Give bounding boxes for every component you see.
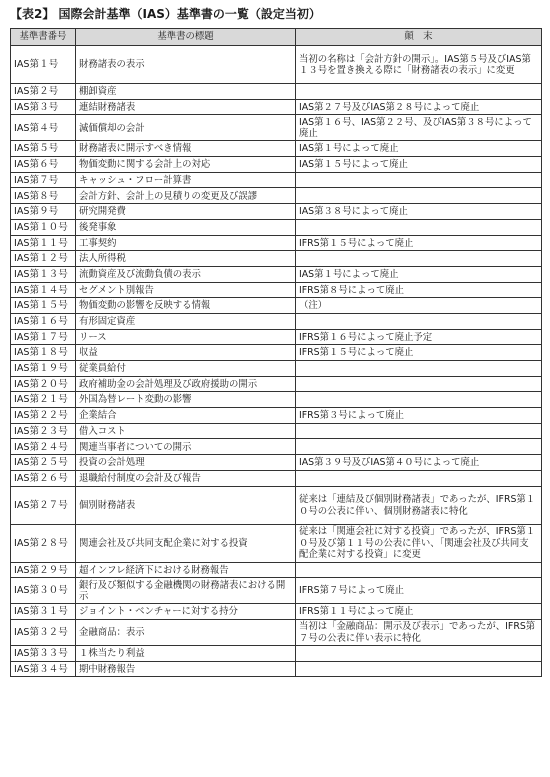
history-cell (296, 392, 542, 408)
table-row (11, 46, 542, 84)
history-cell (296, 84, 542, 100)
ias-standards-table (10, 28, 542, 677)
standard-number-cell: IAS第１７号 (11, 329, 76, 345)
history-cell (296, 188, 542, 204)
standard-number-cell: IAS第８号 (11, 188, 76, 204)
standard-number-cell: IAS第２９号 (11, 562, 76, 578)
table-row (11, 376, 542, 392)
standard-number-cell: IAS第６号 (11, 157, 76, 173)
standard-number-cell: IAS第２０号 (11, 376, 76, 392)
history-cell: IFRS第１５号によって廃止 (296, 235, 542, 251)
standard-number-cell: IAS第３４号 (11, 661, 76, 677)
table-row (11, 439, 542, 455)
table-row (11, 645, 542, 661)
table-row (11, 313, 542, 329)
standard-title-cell: 超インフレ経済下における財務報告 (76, 562, 296, 578)
standard-title-cell: 会計方針、会計上の見積りの変更及び誤謬 (76, 188, 296, 204)
standard-title-cell: 従業員給付 (76, 361, 296, 377)
table-row (11, 470, 542, 486)
standard-title-cell: 研究開発費 (76, 204, 296, 220)
history-cell (296, 470, 542, 486)
table-row (11, 329, 542, 345)
history-cell: IAS第１５号によって廃止 (296, 157, 542, 173)
standard-title-cell: セグメント別報告 (76, 282, 296, 298)
standard-number-cell: IAS第７号 (11, 172, 76, 188)
standard-title-cell: 投資の会計処理 (76, 455, 296, 471)
standard-title-cell: 減価償却の会計 (76, 115, 296, 141)
header-history: 顛 末 (296, 29, 542, 46)
standard-title-cell: 財務諸表の表示 (76, 46, 296, 84)
standard-number-cell: IAS第３０号 (11, 578, 76, 604)
standard-title-cell: 政府補助金の会計処理及び政府援助の開示 (76, 376, 296, 392)
history-cell: 従来は「関連会社に対する投資」であったが、IFRS第１０号及び第１１号の公表に伴い、「関連会社及び共同支配企業に対する投資」に変更 (296, 524, 542, 562)
history-cell: IAS第３８号によって廃止 (296, 204, 542, 220)
table-title: 【表2】 国際会計基準（IAS）基準書の一覧（設定当初） (10, 7, 321, 21)
standard-number-cell: IAS第３２号 (11, 619, 76, 645)
standard-number-cell: IAS第１３号 (11, 266, 76, 282)
standard-number-cell: IAS第２７号 (11, 486, 76, 524)
history-cell: IFRS第３号によって廃止 (296, 408, 542, 424)
table-row (11, 172, 542, 188)
standard-title-cell: 物価変動に関する会計上の対応 (76, 157, 296, 173)
standard-title-cell: 工事契約 (76, 235, 296, 251)
history-cell (296, 172, 542, 188)
standard-title-cell: 期中財務報告 (76, 661, 296, 677)
table-row (11, 486, 542, 524)
standard-title-cell: ジョイント・ベンチャーに対する持分 (76, 604, 296, 620)
history-cell (296, 661, 542, 677)
standard-title-cell: キャッシュ・フロー計算書 (76, 172, 296, 188)
standard-number-cell: IAS第１８号 (11, 345, 76, 361)
history-cell: （注） (296, 298, 542, 314)
table-row (11, 423, 542, 439)
standard-title-cell: 後発事象 (76, 219, 296, 235)
history-cell (296, 361, 542, 377)
standard-number-cell: IAS第１５号 (11, 298, 76, 314)
standard-number-cell: IAS第２８号 (11, 524, 76, 562)
standard-title-cell: 棚卸資産 (76, 84, 296, 100)
standard-number-cell: IAS第４号 (11, 115, 76, 141)
standard-number-cell: IAS第９号 (11, 204, 76, 220)
table-row (11, 188, 542, 204)
table-row (11, 455, 542, 471)
table-row (11, 661, 542, 677)
table-header-row (11, 29, 542, 46)
table-row (11, 157, 542, 173)
history-cell: IFRS第１５号によって廃止 (296, 345, 542, 361)
table-row (11, 266, 542, 282)
table-row (11, 361, 542, 377)
standard-number-cell: IAS第２３号 (11, 423, 76, 439)
standard-number-cell: IAS第５号 (11, 141, 76, 157)
table-row (11, 604, 542, 620)
standard-title-cell: 銀行及び類似する金融機関の財務諸表における開示 (76, 578, 296, 604)
standard-title-cell: 財務諸表に開示すべき情報 (76, 141, 296, 157)
table-row (11, 345, 542, 361)
standard-number-cell: IAS第２号 (11, 84, 76, 100)
table-row (11, 578, 542, 604)
standard-number-cell: IAS第１２号 (11, 251, 76, 267)
table-row (11, 408, 542, 424)
history-cell (296, 423, 542, 439)
history-cell (296, 562, 542, 578)
history-cell: IFRS第１１号によって廃止 (296, 604, 542, 620)
table-row (11, 115, 542, 141)
table-row (11, 219, 542, 235)
standard-title-cell: 個別財務諸表 (76, 486, 296, 524)
standard-number-cell: IAS第２１号 (11, 392, 76, 408)
standard-number-cell: IAS第２４号 (11, 439, 76, 455)
standard-title-cell: 関連当事者についての開示 (76, 439, 296, 455)
history-cell (296, 439, 542, 455)
standard-number-cell: IAS第１号 (11, 46, 76, 84)
history-cell: IAS第２７号及びIAS第２８号によって廃止 (296, 99, 542, 115)
history-cell (296, 313, 542, 329)
header-standard-title: 基準書の標題 (76, 29, 296, 46)
table-row (11, 235, 542, 251)
standard-title-cell: 金融商品：表示 (76, 619, 296, 645)
standard-number-cell: IAS第１０号 (11, 219, 76, 235)
table-body (11, 46, 542, 677)
table-row (11, 251, 542, 267)
table-row (11, 619, 542, 645)
header-standard-number: 基準書番号 (11, 29, 76, 46)
standard-number-cell: IAS第２２号 (11, 408, 76, 424)
standard-title-cell: 法人所得税 (76, 251, 296, 267)
standard-number-cell: IAS第２６号 (11, 470, 76, 486)
standard-title-cell: 流動資産及び流動負債の表示 (76, 266, 296, 282)
standard-number-cell: IAS第１６号 (11, 313, 76, 329)
standard-title-cell: 外国為替レート変動の影響 (76, 392, 296, 408)
history-cell: IFRS第７号によって廃止 (296, 578, 542, 604)
standard-number-cell: IAS第１１号 (11, 235, 76, 251)
history-cell (296, 251, 542, 267)
standard-number-cell: IAS第３１号 (11, 604, 76, 620)
history-cell: 当初の名称は「会計方針の開示」。IAS第５号及びIAS第１３号を置き換える際に「財務諸表の表示」に変更 (296, 46, 542, 84)
history-cell: IAS第１号によって廃止 (296, 141, 542, 157)
standard-number-cell: IAS第１９号 (11, 361, 76, 377)
standard-title-cell: 企業結合 (76, 408, 296, 424)
table-row (11, 298, 542, 314)
history-cell (296, 219, 542, 235)
history-cell: IFRS第８号によって廃止 (296, 282, 542, 298)
history-cell: 従来は「連結及び個別財務諸表」であったが、IFRS第１０号の公表に伴い、個別財務諸表に特化 (296, 486, 542, 524)
standard-title-cell: 退職給付制度の会計及び報告 (76, 470, 296, 486)
history-cell: IAS第１号によって廃止 (296, 266, 542, 282)
table-row (11, 84, 542, 100)
standard-number-cell: IAS第１４号 (11, 282, 76, 298)
table-row (11, 392, 542, 408)
standard-title-cell: １株当たり利益 (76, 645, 296, 661)
standard-title-cell: 収益 (76, 345, 296, 361)
history-cell: IFRS第１６号によって廃止予定 (296, 329, 542, 345)
standard-title-cell: 物価変動の影響を反映する情報 (76, 298, 296, 314)
history-cell: 当初は「金融商品：開示及び表示」であったが、IFRS第７号の公表に伴い表示に特化 (296, 619, 542, 645)
table-row (11, 204, 542, 220)
standard-number-cell: IAS第２５号 (11, 455, 76, 471)
standard-title-cell: 関連会社及び共同支配企業に対する投資 (76, 524, 296, 562)
table-row (11, 141, 542, 157)
standard-title-cell: リース (76, 329, 296, 345)
standard-number-cell: IAS第３３号 (11, 645, 76, 661)
history-cell (296, 645, 542, 661)
table-row (11, 282, 542, 298)
history-cell: IAS第１６号、IAS第２２号、及びIAS第３８号によって廃止 (296, 115, 542, 141)
table-row (11, 562, 542, 578)
standard-title-cell: 連結財務諸表 (76, 99, 296, 115)
table-row (11, 99, 542, 115)
history-cell (296, 376, 542, 392)
table-row (11, 524, 542, 562)
standard-title-cell: 有形固定資産 (76, 313, 296, 329)
history-cell: IAS第３９号及びIAS第４０号によって廃止 (296, 455, 542, 471)
standard-title-cell: 借入コスト (76, 423, 296, 439)
standard-number-cell: IAS第３号 (11, 99, 76, 115)
